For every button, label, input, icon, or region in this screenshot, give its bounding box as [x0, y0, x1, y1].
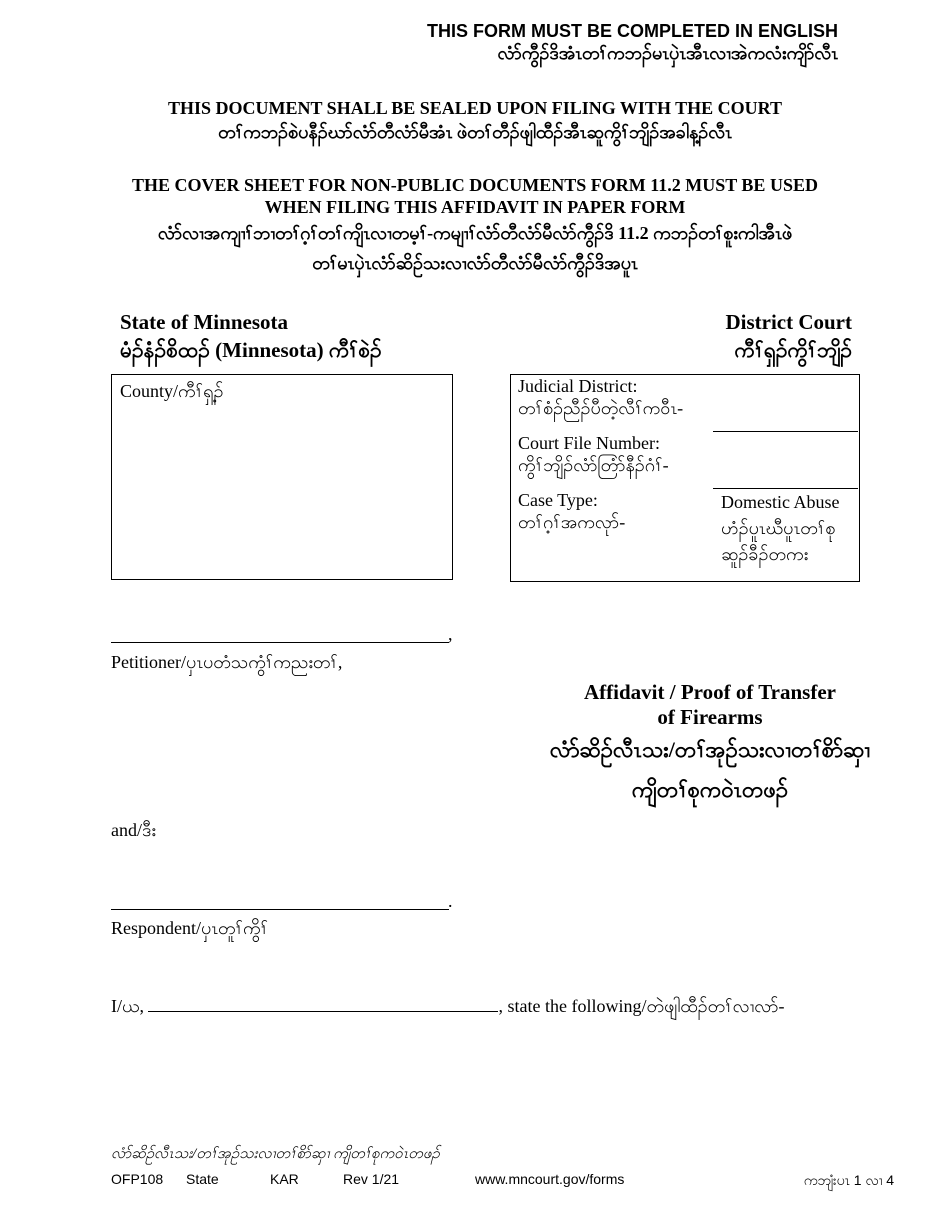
- language-notice: [427, 20, 838, 64]
- judicial-district-label-kar: တၢ်စံၣ်ညီၣ်ပီတဲ့လီၢ်ကဝီၤ-: [518, 398, 684, 418]
- court-english: District Court: [725, 310, 852, 334]
- court-file-number-field[interactable]: [713, 432, 858, 489]
- sealed-notice: [0, 96, 950, 144]
- notice-english: THIS FORM MUST BE COMPLETED IN ENGLISH: [426, 21, 838, 41]
- case-type-label-kar: တၢ်ဂ့ၢ်အကလုာ်-: [518, 512, 626, 532]
- title-karen-1: လံာ်ဆိဉ်လီၤသး/တၢ်အုဉ်သးလၢတၢ်စိာ်ဆှၢ: [549, 737, 871, 762]
- title-karen-2: ကျိတၢ်စုကဝဲၤတဖၣ်: [631, 777, 789, 802]
- petitioner-label: Petitioner/ပှၤပတံသကွံၢ်ကညးတၢ်,: [111, 652, 343, 672]
- notice-karen: လံာ်ကွီၣ်ဒိအံၤတၢ်ကဘၣ်မၤပှဲၤအီၤလၢအဲကလံးကျိာ်လီၤ: [497, 43, 838, 63]
- respondent-label: Respondent/ပှၤတူၢ်ကွိၢ်: [111, 918, 269, 938]
- case-type-value-kar-1: ဟံၣ်ပူၤဃီပူၤတၢ်စု: [721, 518, 836, 538]
- case-type-row: [511, 489, 858, 581]
- county-field[interactable]: [111, 374, 453, 580]
- petitioner-comma: ,: [448, 624, 453, 644]
- title-english-2: of Firearms: [657, 705, 763, 729]
- footer-url[interactable]: www.mncourt.gov/forms: [475, 1171, 625, 1187]
- state-english: State of Minnesota: [120, 310, 288, 334]
- footer-revision: Rev 1/21: [343, 1171, 400, 1187]
- court-file-number-label: [518, 432, 669, 476]
- case-type-label: [518, 489, 625, 533]
- case-type-label-en: Case Type:: [518, 490, 598, 510]
- petitioner-name-line[interactable]: [111, 642, 449, 643]
- title-english-1: Affidavit / Proof of Transfer: [584, 680, 836, 704]
- footer-form-code: OFP108: [111, 1171, 164, 1187]
- document-title: [530, 680, 890, 810]
- affiant-statement: [111, 994, 785, 1021]
- statement-suffix: , state the following/တဲဖျါထီၣ်တၢ်လၢလာ်-: [498, 996, 785, 1016]
- cover-karen-2: တၢ်မၤပှဲၤလံာ်ဆိဉ်သးလၢလံာ်တီလံာ်မီလံာ်ကွီၣ်ဒိအပူၤ: [312, 253, 638, 273]
- state-heading: [120, 308, 382, 364]
- respondent-period: .: [448, 891, 453, 911]
- case-type-value-kar-2: ဆူၣ်ခီၣ်တကး: [721, 544, 809, 564]
- and-label: and/ဒီး: [111, 820, 156, 840]
- footer-language: KAR: [270, 1171, 299, 1187]
- court-karen: ကီၢ်ရှၣ်ကွိၢ်ဘျိၣ်: [734, 338, 852, 362]
- case-type-value-en: Domestic Abuse: [721, 492, 840, 512]
- case-type-value: [713, 489, 858, 581]
- sealed-karen: တၢ်ကဘၣ်စဲပနီၣ်ဃာ်လံာ်တီလံာ်မီအံၤ ဖဲတၢ်တီၣ်ဖျါထီၣ်အီၤဆူကွိၢ်ဘျိၣ်အခါန့ၣ်လီၤ: [218, 122, 732, 142]
- cover-english-1: THE COVER SHEET FOR NON-PUBLIC DOCUMENTS FORM 11.2 MUST BE USED: [132, 175, 818, 195]
- sealed-english: THIS DOCUMENT SHALL BE SEALED UPON FILING WITH THE COURT: [167, 98, 782, 118]
- footer-form-title: လံာ်ဆိဉ်လီၤသး/တၢ်အုဉ်သးလၢတၢ်စိာ်ဆှၢ ကျိတၢ်စုကဝဲၤတဖၣ်: [111, 1146, 440, 1162]
- respondent-name-line[interactable]: [111, 909, 449, 910]
- cover-karen-1: လံာ်လၢအကျၢၢ်ဘၢတၢ်ဂ့ၢ်တၢ်ကျိၤလၢတမ့ၢ်-ကမျၢၢ်လံာ်တီလံာ်မီလံာ်ကွီၣ်ဒိ 11.2 ကဘၣ်တၢ်စူးကါအီၤဖဲ: [157, 223, 793, 243]
- county-label: County/ကီၢ်ရှ့ၣ်: [120, 381, 224, 401]
- cover-english-2: WHEN FILING THIS AFFIDAVIT IN PAPER FORM: [264, 197, 686, 217]
- court-file-number-label-en: Court File Number:: [518, 433, 660, 453]
- cover-sheet-notice: [0, 174, 950, 278]
- case-info-table: [510, 374, 860, 582]
- affiant-name-line[interactable]: [148, 995, 498, 1012]
- court-file-number-label-kar: ကွိၢ်ဘျိၣ်လံာ်တြံာ်နီၣ်ဂံၢ်-: [518, 455, 669, 475]
- judicial-district-row: [511, 375, 858, 432]
- judicial-district-field[interactable]: [713, 375, 858, 432]
- state-karen: မံၣ်နံၣ်စိထၣ် (Minnesota) ကီၢ်စဲၣ်: [120, 338, 382, 362]
- judicial-district-label: [518, 375, 683, 419]
- court-heading: [725, 308, 852, 364]
- footer-page-number: ကဘျံးပၤ 1 လၢ 4: [803, 1172, 894, 1188]
- judicial-district-label-en: Judicial District:: [518, 376, 638, 396]
- statement-prefix: I/ယ,: [111, 996, 144, 1016]
- court-file-number-row: [511, 432, 858, 489]
- footer-state: State: [186, 1171, 219, 1187]
